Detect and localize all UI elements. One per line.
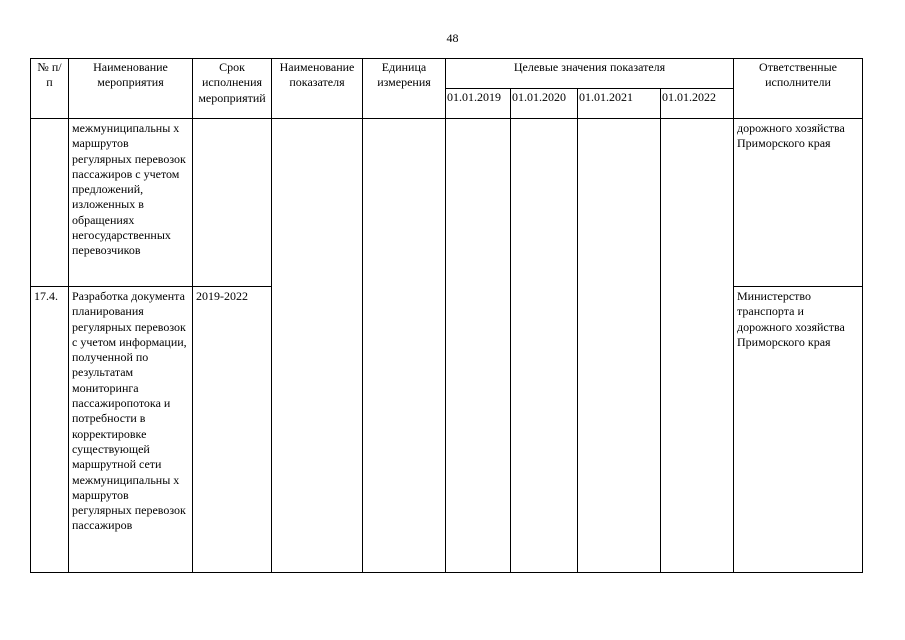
- table-row: [31, 119, 863, 287]
- header-year-2021: 01.01.2021: [578, 89, 661, 119]
- header-targets: Целевые значения показателя: [446, 59, 734, 89]
- action-plan-table: [30, 58, 863, 573]
- header-indicator-name: Наименование показателя: [272, 59, 363, 119]
- row-value-2020: [511, 119, 578, 573]
- row-event-name: межмуниципальны х маршрутов регулярных перевозок пассажиров с учетом предложений, изложенных в обращениях негосударственных перевозчиков: [69, 119, 193, 287]
- row-value-2019: [446, 119, 511, 573]
- header-event-name: Наименование мероприятия: [69, 59, 193, 119]
- row-value-2021: [578, 119, 661, 573]
- row-responsible: дорожного хозяйства Приморского края: [734, 119, 863, 287]
- row-event-name: Разработка документа планирования регулярных перевозок с учетом информации, полученной по результатам мониторинга пассажиропотока и потребности в корректировке существующей маршрутной сети межмуниципальны х маршрутов регулярных перевозок пассажиров: [69, 287, 193, 573]
- row-num: [31, 119, 69, 287]
- row-indicator-name: [272, 119, 363, 573]
- row-deadline: [193, 119, 272, 287]
- header-deadline: Срок исполнения мероприятий: [193, 59, 272, 119]
- header-year-2020: 01.01.2020: [511, 89, 578, 119]
- header-num: № п/ п: [31, 59, 69, 119]
- header-year-2022: 01.01.2022: [661, 89, 734, 119]
- row-unit: [363, 119, 446, 573]
- row-value-2022: [661, 119, 734, 573]
- header-year-2019: 01.01.2019: [446, 89, 511, 119]
- page-number: 48: [446, 31, 459, 45]
- header-unit: Единица измерения: [363, 59, 446, 119]
- row-responsible: Министерство транспорта и дорожного хозяйства Приморского края: [734, 287, 863, 573]
- row-num: 17.4.: [31, 287, 69, 573]
- row-deadline: 2019-2022: [193, 287, 272, 573]
- header-responsible: Ответственные исполнители: [734, 59, 863, 119]
